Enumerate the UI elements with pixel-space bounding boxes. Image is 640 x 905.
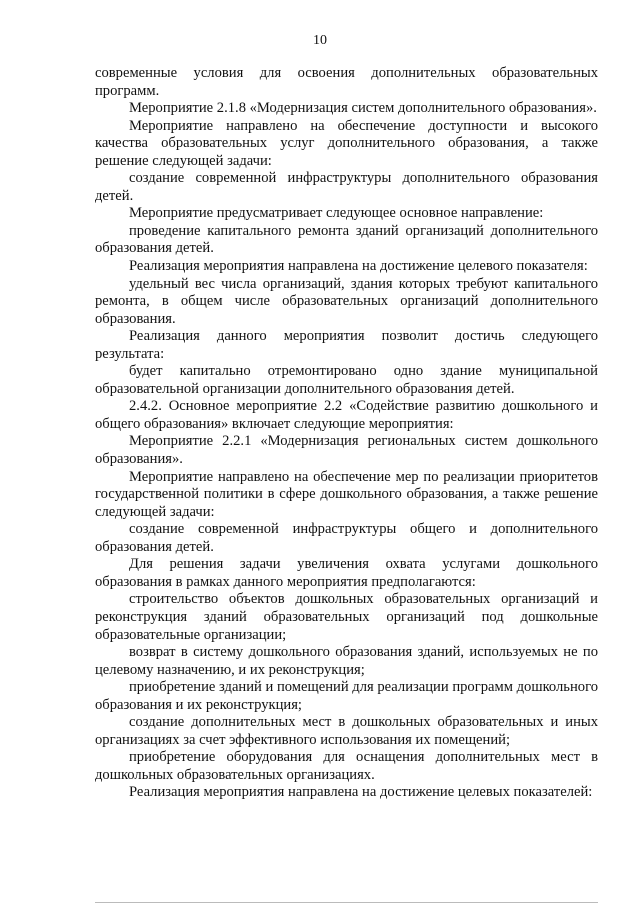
paragraph: Реализация мероприятия направлена на достижение целевых показателей: [129, 784, 593, 801]
paragraph: Мероприятие направлено на обеспечение доступности и высокого качества образовательных услуг дополнительного образования, а также решение следующей задачи: [95, 117, 598, 169]
paragraph: будет капитально отремонтировано одно здание муниципальной образовательной организации дополнительного образования детей. [95, 363, 598, 397]
paragraph: Реализация данного мероприятия позволит достичь следующего результата: [95, 328, 598, 362]
paragraph: Мероприятие 2.2.1 «Модернизация региональных систем дошкольного образования». [95, 433, 598, 468]
paragraph: Мероприятие 2.1.8 «Модернизация систем дополнительного образования». [129, 100, 597, 117]
document-body [95, 65, 598, 802]
paragraph: приобретение оборудования для оснащения дополнительных мест в дошкольных образовательных организациях. [95, 749, 598, 783]
paragraph: создание дополнительных мест в дошкольных образовательных и иных организациях за счет эффективного использования их помещений; [95, 714, 598, 748]
paragraph: возврат в систему дошкольного образования зданий, используемых не по целевому назначению, и их реконструкция; [95, 644, 598, 678]
paragraph: создание современной инфраструктуры дополнительного образования детей. [95, 170, 598, 204]
paragraph: современные условия для освоения дополнительных образовательных программ. [95, 65, 598, 99]
paragraph: Для решения задачи увеличения охвата услугами дошкольного образования в рамках данного мероприятия предполагаются: [95, 556, 598, 590]
paragraph: проведение капитального ремонта зданий организаций дополнительного образования детей. [95, 222, 598, 257]
paragraph: удельный вес числа организаций, здания которых требуют капитального ремонта, в общем числе образовательных организаций дополнительного образования. [95, 275, 598, 327]
paragraph: Реализация мероприятия направлена на достижение целевого показателя: [129, 258, 588, 275]
paragraph: строительство объектов дошкольных образовательных организаций и реконструкция зданий образовательных организаций под дошкольные образовательные организации; [95, 591, 598, 643]
paragraph: создание современной инфраструктуры общего и дополнительного образования детей. [95, 521, 598, 555]
paragraph: приобретение зданий и помещений для реализации программ дошкольного образования и их реконструкция; [95, 679, 598, 713]
paragraph: 2.4.2. Основное мероприятие 2.2 «Содействие развитию дошкольного и общего образования» включает следующие мероприятия: [95, 398, 598, 432]
page-edge-divider [95, 902, 598, 903]
paragraph: Мероприятие направлено на обеспечение мер по реализации приоритетов государственной политики в сфере дошкольного образования, а также решение следующей задачи: [95, 468, 598, 520]
paragraph: Мероприятие предусматривает следующее основное направление: [129, 205, 544, 222]
page-number: 10 [313, 33, 327, 48]
